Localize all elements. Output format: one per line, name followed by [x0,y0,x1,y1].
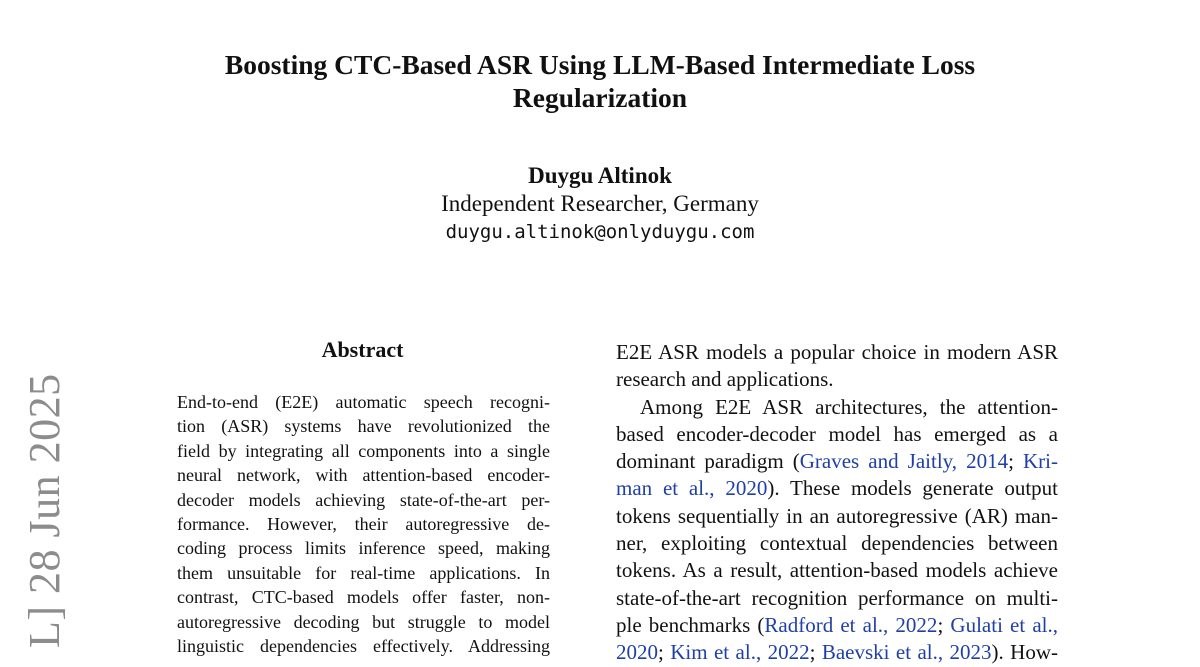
body-text: ; [937,612,951,637]
paper-title [150,48,1050,114]
body-text: ; [1008,449,1024,474]
body-column-right [616,339,1058,667]
abstract-line: decoder models achieving state-of-the-art per- [177,489,550,510]
abstract-line: contrast, CTC-based models offer faster, non- [177,587,550,608]
abstract-line: field by integrating all components into a single [177,440,550,461]
body-line: ner, exploiting contextual dependencies between [616,531,1058,556]
author-block [300,162,900,246]
body-line: research and applications. [616,367,834,392]
author-name: Duygu Altinok [528,163,672,188]
abstract-line: autoregressive decoding but struggle to model [177,611,550,632]
body-line [616,612,1058,639]
title-line: Regularization [512,82,688,113]
body-line [616,639,1058,666]
citation-link[interactable]: Gulati et al., [950,612,1058,637]
citation-link[interactable]: man et al., 2020 [616,476,768,501]
citation-link[interactable]: Radford et al., 2022 [764,612,938,637]
abstract-line: tion (ASR) systems have revolutionized the [177,416,550,437]
body-line: tokens sequentially in an autoregressive (AR) man- [616,503,1058,528]
body-text: ; [809,640,822,665]
citation-link[interactable]: Kim et al., 2022 [670,640,810,665]
abstract-line: formance. However, their autoregressive de- [177,513,550,534]
abstract-heading: Abstract [321,337,404,362]
body-line: based encoder-decoder model has emerged as a [616,421,1058,446]
body-line: state-of-the-art recognition performance on multi- [616,585,1058,610]
abstract-line: End-to-end (E2E) automatic speech recogni- [177,392,550,412]
body-line [616,448,1058,475]
body-text: dominant paradigm ( [616,449,800,474]
body-line: E2E ASR models a popular choice in modern ASR [616,340,1058,364]
citation-link[interactable]: Kri- [1023,449,1058,474]
body-text: ). These models generate output [767,476,1058,501]
author-affiliation: Independent Researcher, Germany [441,191,759,216]
citation-link[interactable]: Baevski et al., 2023 [821,640,992,665]
citation-link[interactable]: 2020 [616,640,658,665]
abstract-line: neural network, with attention-based encoder- [177,465,550,486]
body-line: tokens. As a result, attention-based models achieve [616,558,1058,583]
title-line: Boosting CTC-Based ASR Using LLM-Based Intermediate Loss [224,49,976,80]
author-email: duygu.altinok@onlyduygu.com [445,221,755,243]
arxiv-stamp: L] 28 Jun 2025 [20,373,69,648]
abstract-body [177,390,550,658]
body-text: ple benchmarks ( [616,612,765,637]
body-text: ). How- [991,640,1058,665]
citation-link[interactable]: Graves and Jaitly, 2014 [799,449,1009,474]
abstract-line: coding process limits inference speed, making [177,538,550,559]
abstract-line: linguistic dependencies effectively. Addressing [177,635,550,656]
body-text: ; [658,640,671,665]
body-line: Among E2E ASR architectures, the attention- [640,394,1058,419]
body-line [616,475,1058,502]
abstract-line: them unsuitable for real-time applications. In [177,562,550,583]
